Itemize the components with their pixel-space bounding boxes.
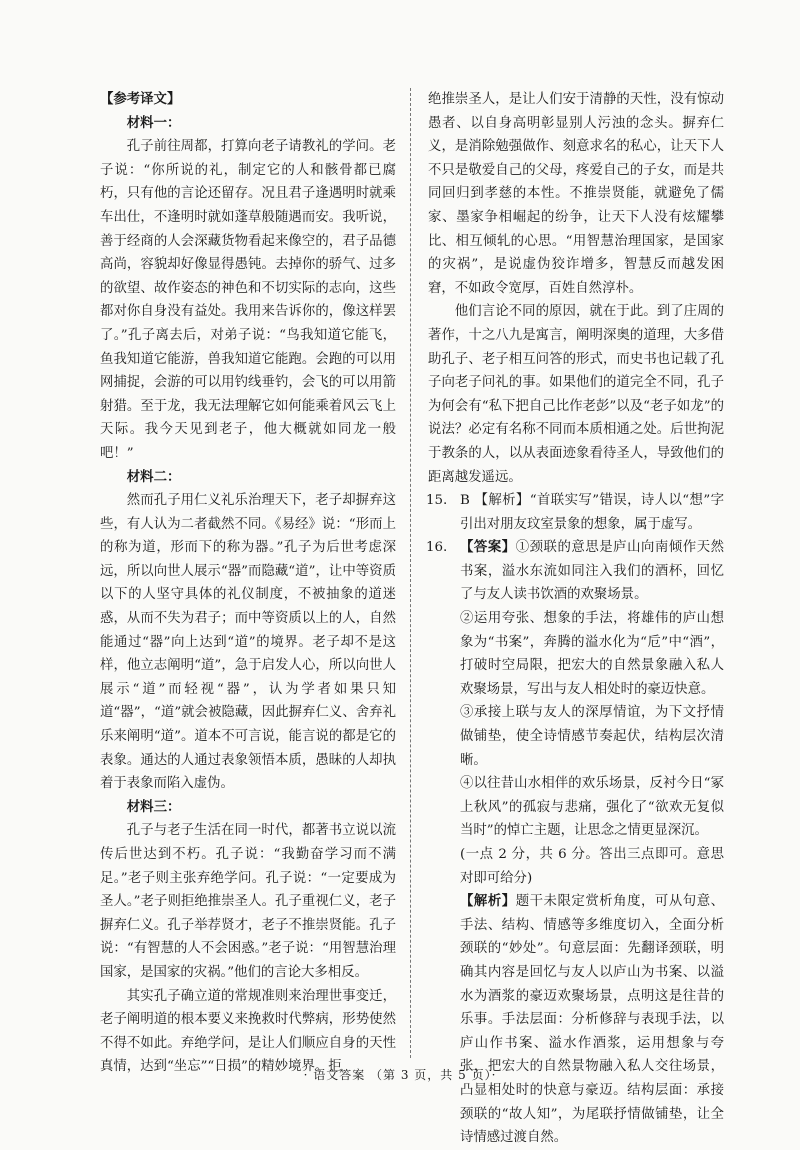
material-3-title: 材料三： [126,798,181,815]
section-heading: 【参考译文】 [100,91,181,107]
analysis-label: 【解析】 [460,893,516,910]
answer-point-3: ③承接上联与友人的深厚情谊，为下文抒情做铺垫，使全诗情感节奏起伏，结构层次清晰。 [460,705,724,768]
material-2-title: 材料二： [126,468,181,485]
answer-point-1: ①颈联的意思是庐山向南倾作天然书案，溢水东流如同注入我们的酒杯，回忆了与友人读书饮酒的欢聚场景。 [460,540,725,603]
left-column [100,88,396,1079]
material-2-paragraph: 然而孔子用仁义礼乐治理天下，老子却摒弃这些，有人认为二者截然不同。《易经》说：“形而上的称为道，形而下的称为器。”孔子为后世考虑深远，所以向世人展示“器”而隐藏“道”，让中等资质以下的人坚守具体的礼仪制度，不被抽象的道迷惑，从而不失为君子；而中等资质以上的人，自然能通过“器”向上达到“道”的境界。老子却不是这样，他立志阐明“道”，急于启发人心，所以向世人展示“道”而轻视“器”，认为学者如果只知道“器”，“道”就会被隐藏，因此摒弃仁义、舍弃礼乐来阐明“道”。道本不可言说，能言说的都是它的表象。通达的人通过表象领悟本质，愚昧的人却执着于表象而陷入虚伪。 [100,493,396,792]
column-divider [410,88,411,1058]
material-3-paragraph-1: 孔子与老子生活在同一时代，都著书立说以流传后世达到不朽。孔子说：“我勤奋学习而不满足。”老子则主张弃绝学问。孔子说：“一定要成为圣人。”老子则拒绝推崇圣人。孔子重视仁义，老子摒弃仁义。孔子举荐贤才，老子不推崇贤能。孔子说：“有智慧的人不会困惑。”老子说：“用智慧治理国家，是国家的灾祸。”他们的言论大多相反。 [100,823,396,980]
material-3-paragraph-3: 他们言论不同的原因，就在于此。到了庄周的著作，十之八九是寓言，阐明深奥的道理，大多借助孔子、老子相互问答的形式，而史书也记载了孔子向老子问礼的事。如果他们的道完全不同，孔子为何会有“私下把自己比作老彭”以及“老子如龙”的说法？必定有名称不同而本质相通之处。后世拘泥于教条的人，以从表面迹象看待圣人，导致他们的距离越发遥远。 [428,304,724,485]
question-16-number: 16. [426,540,448,556]
scoring-note: (一点 2 分，共 6 分。答出三点即可。意思对即可给分) [460,847,724,886]
material-1-paragraph: 孔子前往周都，打算向老子请教礼的学问。老子说：“你所说的礼，制定它的人和骸骨都已腐朽，只有他的言论还留存。况且君子逢遇明时就乘车出仕，不逢明时就如蓬草般随遇而安。我听说，善于经商的人会深藏货物看起来像空的，君子品德高尚，容貌却好像显得愚钝。去掉你的骄气、过多的欲望、故作姿态的神色和不切实际的志向，这些都对你自身没有益处。我用来告诉你的，像这样罢了。”孔子离去后，对弟子说：“鸟我知道它能飞，鱼我知道它能游，兽我知道它能跑。会跑的可以用网捕捉，会游的可以用钓线垂钓，会飞的可以用箭射猎。至于龙，我无法理解它如何能乘着风云飞上天际。我今天见到老子，他大概就如同龙一般吧！” [100,139,396,461]
material-3-paragraph-2-continued: 绝推崇圣人，是让人们安于清静的天性，没有惊动愚者、以自身高明彰显别人污浊的念头。摒弃仁义，是消除勉强做作、刻意求名的私心，让天下人不只是敬爱自己的父母，疼爱自己的子女，而是共同回归到孝慈的本性。不推崇贤能，就避免了儒家、墨家争相崛起的纷争，让天下人没有炫耀攀比、相互倾轧的心思。“用智慧治理国家，是国家的灾祸”，是说虚伪狡诈增多，智慧反而越发困窘，不如政令宽厚，百姓自然淳朴。 [428,92,724,296]
question-15-number: 15. [426,493,448,509]
material-3-paragraph-2: 其实孔子确立道的常规准则来治理世事变迁，老子阐明道的根本要义来挽救时代弊病，形势使然不得不如此。弃绝学问，是让人们顺应自身的天性真情，达到“坐忘”“日损”的精妙境界。拒 [100,988,396,1075]
analysis-text: 题干未限定赏析角度，可从句意、手法、结构、情感等多维度切入，全面分析颈联的“妙处”。句意层面：先翻译颈联，明确其内容是回忆与友人以庐山为书案、以溢水为酒浆的豪迈欢聚场景，点明这是往昔的乐事。手法层面：分析修辞与表现手法，以庐山作书案、溢水作酒浆，运用想象与夸张，把宏大的自然景物融入私人交往场景，凸显相处时的快意与豪迈。结构层面：承接颈联的“故人知”，为尾联抒情做铺垫，让全诗情感过渡自然。 [460,894,725,1146]
right-column [428,88,724,1150]
answer-label: 【答案】 [460,539,516,556]
answer-point-4: ④以往昔山水相伴的欢乐场景，反衬今日“冢上秋风”的孤寂与悲痛，强化了“欲欢无复似当时”的悼亡主题，让思念之情更显深沉。 [460,776,724,839]
material-1-title: 材料一： [126,114,181,131]
analysis-block [428,890,724,1150]
answer-point-2: ②运用夸张、想象的手法，将雄伟的庐山想象为“书案”，奔腾的溢水化为“卮”中“酒”，打破时空局限，把宏大的自然景象融入私人欢聚场景，写出与友人相处时的豪迈快意。 [460,611,724,697]
page-footer: · 语文答案 （第 3 页，共 5 页）· [303,1068,497,1082]
question-15 [428,489,724,536]
question-15-text: B 【解析】“首联实写”错误，诗人以“想”字引出对朋友玟室景象的想象，属于虚写。 [460,493,724,532]
question-16 [428,536,724,607]
